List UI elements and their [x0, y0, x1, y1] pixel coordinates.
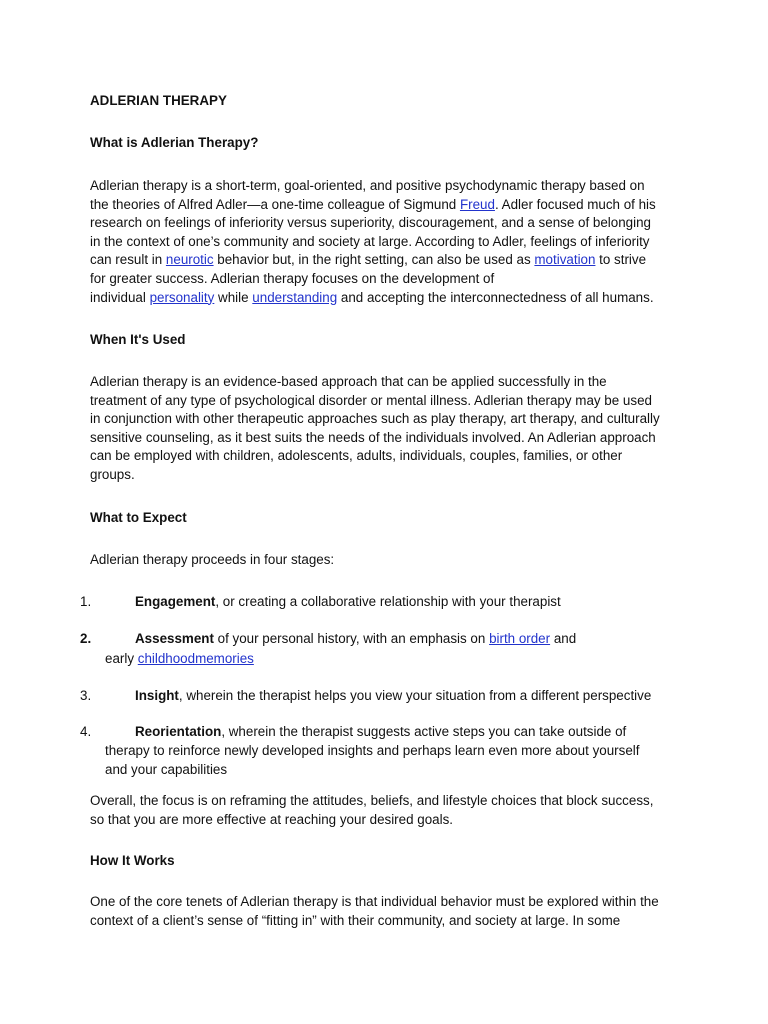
list-number: 2. — [80, 631, 92, 646]
text-span: . Adler focused much of his — [494, 196, 656, 212]
text-line: treatment of any type of psychological disorder or mental illness. Adlerian therapy may be used — [90, 392, 652, 408]
text-line — [90, 289, 690, 308]
list-number: 1. — [80, 594, 92, 609]
text-line: therapy to reinforce newly developed insights and perhaps learn even more about yourself — [105, 743, 640, 758]
link-personality[interactable]: personality — [149, 289, 215, 305]
text-line: and your capabilities — [105, 761, 228, 777]
text-span: and accepting the interconnectedness of all humans. — [337, 289, 654, 305]
text-line — [90, 196, 690, 215]
list-text: , wherein the therapist suggests active steps you can take outside of — [221, 724, 627, 739]
link-birth-order[interactable]: birth order — [489, 631, 551, 646]
text-line: in conjunction with other therapeutic approaches such as play therapy, art therapy, and culturally — [90, 411, 660, 427]
link-childhood-memories[interactable]: childhoodmemories — [137, 651, 254, 666]
text-line: in the context of one’s community and society at large. According to Adler, feelings of inferiority — [90, 233, 650, 249]
list-text: , or creating a collaborative relationship with your therapist — [215, 594, 561, 609]
paragraph-overall — [90, 792, 690, 829]
list-term: Insight — [135, 688, 179, 703]
list-item-reorientation — [135, 723, 695, 742]
text-span: individual — [90, 289, 150, 305]
text-span: can result in — [90, 252, 166, 268]
list-term: Assessment — [135, 631, 214, 646]
heading-what-to-expect: What to Expect — [90, 510, 187, 525]
paragraph-intro — [90, 177, 690, 307]
text-line — [90, 251, 690, 270]
heading-how-it-works: How It Works — [90, 853, 175, 868]
document-title: ADLERIAN THERAPY — [90, 93, 227, 108]
text-line: sensitive counseling, as it best suits the needs of the individuals involved. An Adlerian approach — [90, 429, 656, 445]
text-line: One of the core tenets of Adlerian therapy is that individual behavior must be explored within the — [90, 894, 659, 909]
text-span: the theories of Alfred Adler—a one-time colleague of Sigmund — [90, 196, 460, 212]
list-item-insight — [135, 687, 695, 706]
list-term: Reorientation — [135, 724, 222, 739]
text-line: research on feelings of inferiority versus superiority, discouragement, and a sense of belonging — [90, 215, 651, 231]
paragraph-stages-intro: Adlerian therapy proceeds in four stages: — [90, 552, 335, 567]
text-line: Overall, the focus is on reframing the attitudes, beliefs, and lifestyle choices that block success, — [90, 793, 654, 808]
text-span: to strive — [595, 252, 647, 268]
text-span: while — [214, 289, 253, 305]
text-line: Adlerian therapy is an evidence-based approach that can be applied successfully in the — [90, 374, 607, 389]
text-line: Adlerian therapy is a short-term, goal-oriented, and positive psychodynamic therapy based on — [90, 178, 645, 193]
list-number: 3. — [80, 688, 92, 703]
link-neurotic[interactable]: neurotic — [165, 252, 214, 268]
list-item-continuation — [105, 742, 695, 779]
link-motivation[interactable]: motivation — [534, 252, 596, 268]
link-understanding[interactable]: understanding — [252, 289, 338, 305]
text-span: behavior but, in the right setting, can also be used as — [213, 252, 535, 268]
heading-when-used: When It's Used — [90, 332, 186, 347]
list-term: Engagement — [135, 594, 216, 609]
text-line: for greater success. Adlerian therapy focuses on the development of — [90, 270, 495, 286]
list-text: of your personal history, with an emphasis on — [213, 631, 490, 646]
list-number: 4. — [80, 724, 92, 739]
paragraph-when-used — [90, 373, 690, 485]
list-item-continuation — [105, 650, 695, 669]
text-line: can be employed with children, adolescents, adults, individuals, couples, families, or other — [90, 448, 623, 464]
heading-what-is: What is Adlerian Therapy? — [90, 135, 259, 150]
link-freud[interactable]: Freud — [459, 196, 495, 212]
text-line: so that you are more effective at reaching your desired goals. — [90, 811, 453, 827]
list-text: early — [105, 651, 138, 666]
list-item-engagement — [135, 593, 695, 612]
text-line: context of a client’s sense of “fitting in” with their community, and society at large. In some — [90, 912, 621, 928]
list-text: and — [550, 631, 577, 646]
text-line: groups. — [90, 466, 135, 482]
paragraph-how-it-works — [90, 893, 690, 930]
list-item-assessment — [135, 630, 695, 649]
list-text: , wherein the therapist helps you view your situation from a different perspective — [178, 688, 652, 703]
